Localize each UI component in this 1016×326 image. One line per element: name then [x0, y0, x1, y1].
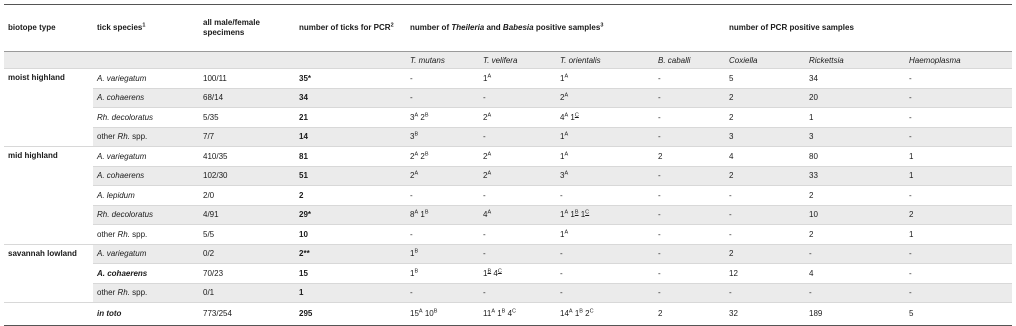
ticks-pcr-cell: 21: [295, 108, 406, 128]
specimens-cell: 5/35: [199, 108, 295, 128]
specimens-cell: 102/30: [199, 166, 295, 186]
genotype-superscript: A: [564, 131, 569, 138]
count-value: 1: [483, 268, 488, 278]
t-orientalis-cell: [556, 88, 654, 108]
haemoplasma-cell: 1: [905, 166, 1012, 186]
coxiella-cell: -: [725, 186, 805, 206]
t-velifera-cell: [479, 69, 556, 89]
biotope-cell: moist highland: [4, 69, 93, 147]
rickettsia-cell: 3: [805, 127, 905, 147]
genotype-superscript: B: [501, 308, 506, 315]
subheader-haemoplasma: Haemoplasma: [905, 52, 1012, 69]
t-orientalis-cell: [556, 283, 654, 303]
t-mutans-cell: [406, 127, 479, 147]
b-caballi-cell: 2: [654, 303, 725, 326]
count-value: 3: [410, 112, 415, 122]
ticks-pcr-cell: 2: [295, 186, 406, 206]
haemoplasma-cell: -: [905, 264, 1012, 284]
genotype-superscript: A: [564, 92, 569, 99]
haemoplasma-cell: 1: [905, 225, 1012, 245]
haemoplasma-cell: -: [905, 69, 1012, 89]
header-biotope: biotope type: [8, 23, 56, 32]
genotype-superscript: B: [579, 308, 583, 315]
count-value: 1: [560, 229, 565, 239]
header-tick-species: tick species$^1$: [97, 22, 146, 32]
haemoplasma-cell: -: [905, 88, 1012, 108]
subheader-coxiella: Coxiella: [725, 52, 805, 69]
t-velifera-cell: [479, 303, 556, 326]
t-velifera-cell: [479, 205, 556, 225]
genotype-superscript: A: [564, 209, 569, 216]
ticks-pcr-cell: 35*: [295, 69, 406, 89]
haemoplasma-cell: -: [905, 244, 1012, 264]
count-value: 2: [420, 151, 425, 161]
count-value: 3: [410, 132, 415, 142]
b-caballi-cell: -: [654, 88, 725, 108]
count-value: 3: [560, 171, 565, 181]
coxiella-cell: 5: [725, 69, 805, 89]
specimens-cell: 2/0: [199, 186, 295, 206]
count-value: 2: [420, 112, 425, 122]
count-value: -: [410, 190, 413, 200]
t-mutans-cell: [406, 283, 479, 303]
genotype-superscript: A: [487, 73, 492, 80]
genotype-superscript: A: [414, 209, 419, 216]
genotype-superscript: B: [574, 209, 579, 216]
t-mutans-cell: [406, 264, 479, 284]
t-mutans-cell: [406, 303, 479, 326]
haemoplasma-cell: -: [905, 127, 1012, 147]
count-value: 2: [560, 93, 565, 103]
coxiella-cell: 2: [725, 244, 805, 264]
table-row: [4, 225, 1012, 245]
header-specimens: all male/female specimens: [203, 18, 260, 37]
count-value: -: [560, 190, 563, 200]
genotype-superscript: A: [564, 229, 569, 236]
genotype-superscript: C: [512, 308, 517, 315]
count-value: 2: [410, 171, 415, 181]
genotype-superscript: A: [487, 209, 492, 216]
tick-species-cell: other Rh. spp.: [93, 225, 199, 245]
ticks-pcr-cell: 2**: [295, 244, 406, 264]
b-caballi-cell: -: [654, 127, 725, 147]
count-value: -: [483, 132, 486, 142]
count-value: -: [483, 249, 486, 259]
count-value: 8: [410, 210, 415, 220]
count-value: 1: [580, 210, 586, 220]
count-value: 1: [570, 210, 575, 220]
biotope-cell: savannah lowland: [4, 244, 93, 303]
b-caballi-cell: -: [654, 244, 725, 264]
specimens-cell: 0/1: [199, 283, 295, 303]
table-row: [4, 127, 1012, 147]
t-velifera-cell: [479, 88, 556, 108]
table-row: [4, 283, 1012, 303]
biotope-cell: [4, 303, 93, 326]
header-theileria-babesia: number of Theileria and Babesia positive samples$^3$: [410, 22, 604, 32]
rickettsia-cell: 20: [805, 88, 905, 108]
tick-species-cell: A. cohaerens: [93, 264, 199, 284]
count-value: 2: [483, 151, 488, 161]
count-value: 2: [410, 151, 415, 161]
table-row: [4, 186, 1012, 206]
results-table: [4, 4, 1012, 326]
tick-species-cell: in toto: [93, 303, 199, 326]
t-velifera-cell: [479, 108, 556, 128]
genotype-superscript: A: [491, 308, 495, 315]
genotype-superscript: A: [487, 112, 492, 119]
tick-species-cell: A. variegatum: [93, 69, 199, 89]
t-velifera-cell: [479, 186, 556, 206]
haemoplasma-cell: 5: [905, 303, 1012, 326]
t-orientalis-cell: [556, 127, 654, 147]
genotype-superscript: B: [433, 308, 438, 315]
tick-species-cell: other Rh. spp.: [93, 127, 199, 147]
count-value: 1: [560, 132, 565, 142]
t-velifera-cell: [479, 244, 556, 264]
t-velifera-cell: [479, 225, 556, 245]
t-mutans-cell: [406, 244, 479, 264]
coxiella-cell: 2: [725, 108, 805, 128]
table-row: [4, 88, 1012, 108]
specimens-cell: 68/14: [199, 88, 295, 108]
genotype-superscript: A: [487, 151, 492, 158]
haemoplasma-cell: -: [905, 108, 1012, 128]
t-velifera-cell: [479, 264, 556, 284]
genotype-superscript: A: [414, 151, 419, 158]
coxiella-cell: 2: [725, 166, 805, 186]
count-value: -: [410, 288, 413, 298]
ticks-pcr-cell: 295: [295, 303, 406, 326]
t-velifera-cell: [479, 166, 556, 186]
specimens-cell: 70/23: [199, 264, 295, 284]
genotype-superscript: A: [568, 308, 573, 315]
coxiella-cell: -: [725, 283, 805, 303]
count-value: 1: [560, 210, 565, 220]
t-velifera-cell: [479, 127, 556, 147]
t-mutans-cell: [406, 108, 479, 128]
genotype-superscript: C: [589, 308, 594, 315]
table-row: [4, 147, 1012, 167]
ticks-pcr-cell: 14: [295, 127, 406, 147]
genotype-superscript: A: [564, 112, 569, 119]
t-mutans-cell: [406, 166, 479, 186]
coxiella-cell: -: [725, 205, 805, 225]
genotype-superscript: B: [424, 209, 429, 216]
header-pcr-positive: number of PCR positive samples: [729, 23, 854, 32]
tick-species-cell: A. lepidum: [93, 186, 199, 206]
table-row: [4, 244, 1012, 264]
tick-species-cell: A. cohaerens: [93, 88, 199, 108]
t-mutans-cell: [406, 186, 479, 206]
subheader-t-orientalis: T. orientalis: [556, 52, 654, 69]
coxiella-cell: 32: [725, 303, 805, 326]
subheader-row: [4, 52, 1012, 69]
rickettsia-cell: 1: [805, 108, 905, 128]
specimens-cell: 410/35: [199, 147, 295, 167]
coxiella-cell: 2: [725, 88, 805, 108]
genotype-superscript: A: [414, 170, 419, 177]
count-value: 4: [560, 112, 565, 122]
ticks-pcr-cell: 15: [295, 264, 406, 284]
table-row: [4, 166, 1012, 186]
t-orientalis-cell: [556, 303, 654, 326]
t-orientalis-cell: [556, 69, 654, 89]
coxiella-cell: -: [725, 225, 805, 245]
t-mutans-cell: [406, 147, 479, 167]
tick-species-cell: A. variegatum: [93, 244, 199, 264]
coxiella-cell: 12: [725, 264, 805, 284]
count-value: -: [560, 249, 563, 259]
rickettsia-cell: 80: [805, 147, 905, 167]
t-orientalis-cell: [556, 205, 654, 225]
rickettsia-cell: 10: [805, 205, 905, 225]
tick-species-cell: Rh. decoloratus: [93, 205, 199, 225]
specimens-cell: 100/11: [199, 69, 295, 89]
rickettsia-cell: 4: [805, 264, 905, 284]
count-value: -: [483, 288, 486, 298]
count-value: 1: [497, 309, 502, 319]
count-value: 2: [483, 112, 488, 122]
tick-species-cell: other Rh. spp.: [93, 283, 199, 303]
genotype-superscript: A: [414, 112, 419, 119]
subheader-t-mutans: T. mutans: [406, 52, 479, 69]
subheader-rickettsia: Rickettsia: [805, 52, 905, 69]
rickettsia-cell: -: [805, 244, 905, 264]
coxiella-cell: 3: [725, 127, 805, 147]
table-row: [4, 205, 1012, 225]
subheader-b-caballi: B. caballi: [654, 52, 725, 69]
count-value: 1: [483, 73, 488, 83]
ticks-pcr-cell: 10: [295, 225, 406, 245]
rickettsia-cell: -: [805, 283, 905, 303]
ticks-pcr-cell: 29*: [295, 205, 406, 225]
t-orientalis-cell: [556, 186, 654, 206]
specimens-cell: 5/5: [199, 225, 295, 245]
rickettsia-cell: 189: [805, 303, 905, 326]
haemoplasma-cell: 1: [905, 147, 1012, 167]
count-value: -: [410, 229, 413, 239]
t-mutans-cell: [406, 88, 479, 108]
t-velifera-cell: [479, 283, 556, 303]
haemoplasma-cell: -: [905, 283, 1012, 303]
genotype-superscript: A: [564, 170, 569, 177]
tick-species-cell: Rh. decoloratus: [93, 108, 199, 128]
genotype-superscript: B: [414, 268, 419, 275]
count-value: 1: [560, 73, 565, 83]
haemoplasma-cell: 2: [905, 205, 1012, 225]
rickettsia-cell: 33: [805, 166, 905, 186]
specimens-cell: 0/2: [199, 244, 295, 264]
count-value: -: [410, 73, 413, 83]
table-row: [4, 303, 1012, 326]
tick-species-cell: A. cohaerens: [93, 166, 199, 186]
t-orientalis-cell: [556, 244, 654, 264]
genotype-superscript: A: [564, 151, 569, 158]
specimens-cell: 4/91: [199, 205, 295, 225]
t-orientalis-cell: [556, 264, 654, 284]
table-row: [4, 69, 1012, 89]
ticks-pcr-cell: 1: [295, 283, 406, 303]
b-caballi-cell: -: [654, 283, 725, 303]
b-caballi-cell: -: [654, 69, 725, 89]
genotype-superscript: C: [574, 112, 579, 119]
count-value: 14: [560, 309, 569, 319]
count-value: 15: [410, 309, 419, 319]
genotype-superscript: B: [414, 248, 419, 255]
table-row: [4, 108, 1012, 128]
t-mutans-cell: [406, 205, 479, 225]
count-value: -: [410, 93, 413, 103]
tick-species-cell: A. variegatum: [93, 147, 199, 167]
t-mutans-cell: [406, 225, 479, 245]
b-caballi-cell: -: [654, 264, 725, 284]
count-value: 1: [560, 151, 565, 161]
t-orientalis-cell: [556, 108, 654, 128]
count-value: -: [483, 190, 486, 200]
genotype-superscript: C: [497, 268, 502, 275]
specimens-cell: 773/254: [199, 303, 295, 326]
table-row: [4, 264, 1012, 284]
count-value: 1: [420, 210, 425, 220]
count-value: 1: [410, 268, 415, 278]
t-orientalis-cell: [556, 225, 654, 245]
b-caballi-cell: -: [654, 166, 725, 186]
ticks-pcr-cell: 81: [295, 147, 406, 167]
haemoplasma-cell: -: [905, 186, 1012, 206]
b-caballi-cell: -: [654, 225, 725, 245]
b-caballi-cell: -: [654, 186, 725, 206]
genotype-superscript: B: [424, 112, 429, 119]
count-value: 11: [483, 309, 492, 319]
header-ticks-pcr: number of ticks for PCR$^2$: [299, 22, 394, 32]
count-value: 2: [585, 309, 590, 319]
b-caballi-cell: -: [654, 205, 725, 225]
biotope-cell: mid highland: [4, 147, 93, 245]
b-caballi-cell: 2: [654, 147, 725, 167]
genotype-superscript: B: [414, 131, 419, 138]
genotype-superscript: C: [585, 209, 590, 216]
coxiella-cell: 4: [725, 147, 805, 167]
count-value: 4: [507, 309, 513, 319]
count-value: -: [483, 93, 486, 103]
count-value: -: [483, 229, 486, 239]
genotype-superscript: A: [418, 308, 423, 315]
count-value: -: [560, 288, 563, 298]
rickettsia-cell: 2: [805, 186, 905, 206]
b-caballi-cell: -: [654, 108, 725, 128]
genotype-superscript: A: [487, 170, 492, 177]
t-velifera-cell: [479, 147, 556, 167]
rickettsia-cell: 34: [805, 69, 905, 89]
count-value: 10: [424, 309, 434, 319]
count-value: 1: [410, 249, 415, 259]
specimens-cell: 7/7: [199, 127, 295, 147]
rickettsia-cell: 2: [805, 225, 905, 245]
genotype-superscript: B: [424, 151, 429, 158]
ticks-pcr-cell: 34: [295, 88, 406, 108]
count-value: 4: [493, 268, 498, 278]
count-value: 4: [483, 210, 488, 220]
t-mutans-cell: [406, 69, 479, 89]
count-value: -: [560, 268, 563, 278]
ticks-pcr-cell: 51: [295, 166, 406, 186]
genotype-superscript: A: [564, 73, 569, 80]
genotype-superscript: B: [487, 268, 492, 275]
subheader-t-velifera: T. velifera: [479, 52, 556, 69]
t-orientalis-cell: [556, 147, 654, 167]
count-value: 1: [574, 309, 580, 319]
t-orientalis-cell: [556, 166, 654, 186]
count-value: 2: [483, 171, 488, 181]
count-value: 1: [570, 112, 575, 122]
